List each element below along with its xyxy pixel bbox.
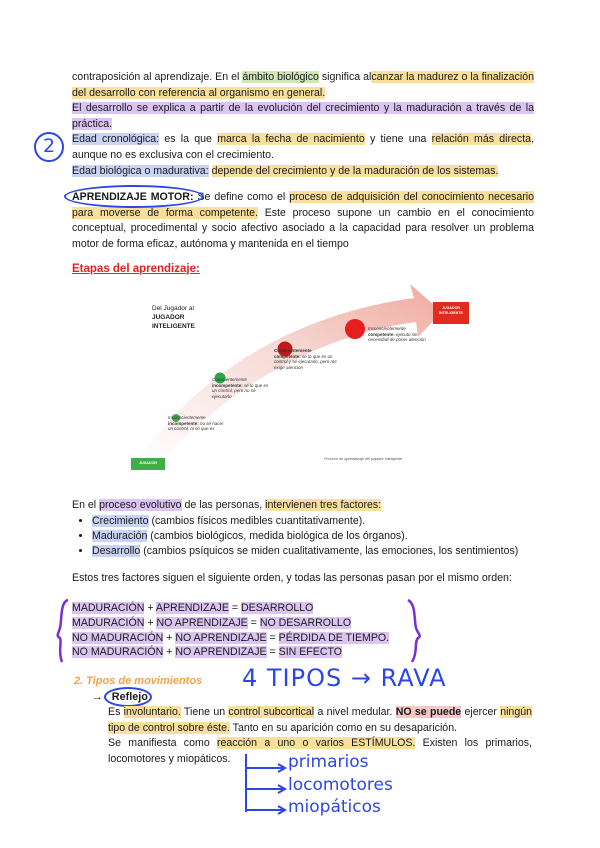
equation-row: MADURACIÓN + NO APRENDIZAJE = NO DESARROLLO — [72, 616, 352, 629]
equation-row: NO MADURACIÓN + NO APRENDIZAJE = PÉRDIDA DE TIEMPO. — [72, 631, 390, 644]
tree-lines — [246, 754, 284, 812]
handwritten-title: 4 TIPOS → RAVA — [242, 664, 447, 692]
learning-stages-diagram: Del Jugador al JUGADOR INTELIGENTE JUGADOR JUGADOR INTELIGENTE Inconscientemente incompetente: no sé hacer un control, ni sé que es Conscientemente incompetente: sé lo que es un control, pero no sé ejecutarlo Conscientemente competente: sé lo que es un control y sé ejecutarlo, pero me exige atención Inconscientemente competente: ejecuto sin necesidad de poner atención Proceso de aprendizaje del jugador inteligente — [124, 282, 470, 472]
equation-row: MADURACIÓN + APRENDIZAJE = DESARROLLO — [72, 602, 314, 614]
reflejo-heading: → Reflejo — [92, 691, 148, 703]
arrow-icon: → — [92, 691, 103, 703]
handwritten-item-primarios: primarios — [288, 752, 369, 772]
paragraph-desarrollo: contraposición al aprendizaje. En el ámbito biológico significa alcanzar la madurez o la finalización del desarrollo con referencia al organismo en general. El desarrollo se explica a partir de la evolución del crecimiento y la maduración a través de la práctica. Edad cronológica: es la que marca la fecha de nacimiento y tiene una relación más directa, aunque no es exclusiva con el crecimiento. Edad biológica o madurativa: depende del crecimiento y de la maduración de los sistemas. — [72, 71, 535, 177]
left-brace — [58, 600, 68, 662]
paragraph-aprendizaje-motor: APRENDIZAJE MOTOR: Se define como el proceso de adquisición del conocimiento necesario para moverse de forma competente. Este proceso supone un cambio en el conocimiento conceptual, procedimental y socio afectivo asociado a la capacidad para resolver un problema motor de forma eficaz, autónoma y mantenida en el tiempo — [72, 191, 534, 250]
handwritten-item-miopaticos: miopáticos — [288, 797, 381, 817]
right-brace — [408, 600, 420, 662]
paragraph-reflejo: Es involuntario. Tiene un control subcortical a nivel medular. NO se puede ejercer ningún tipo de control sobre éste. Tanto en su aparición como en su desaparición. Se manifiesta como reacción a uno o varios ESTÍMULOS. Existen los primarios, locomotores y miopáticos. — [108, 706, 532, 765]
section-heading-tipos: 2. Tipos de movimientos — [74, 675, 203, 687]
list-item: • Maduración (cambios biológicos, medida biológica de los órganos). — [92, 529, 552, 544]
list-item: • Crecimiento (cambios físicos medibles cuantitativamente). — [92, 514, 552, 529]
annotation-circled-2: 2 — [34, 132, 64, 162]
heading-etapas: Etapas del aprendizaje: — [72, 263, 200, 275]
handwritten-item-locomotores: locomotores — [288, 775, 393, 795]
list-item: • Desarrollo (cambios psíquicos se miden cualitativamente, las emociones, los sentimientos) — [92, 544, 552, 559]
equation-row: NO MADURACIÓN + NO APRENDIZAJE = SIN EFECTO — [72, 646, 343, 659]
paragraph-factores: En el proceso evolutivo de las personas, intervienen tres factores: — [72, 499, 382, 511]
paragraph-orden: Estos tres factores siguen el siguiente orden, y todas las personas pasan por el mismo orden: — [72, 572, 512, 584]
term-aprendizaje-motor: APRENDIZAJE MOTOR: — [72, 191, 194, 203]
